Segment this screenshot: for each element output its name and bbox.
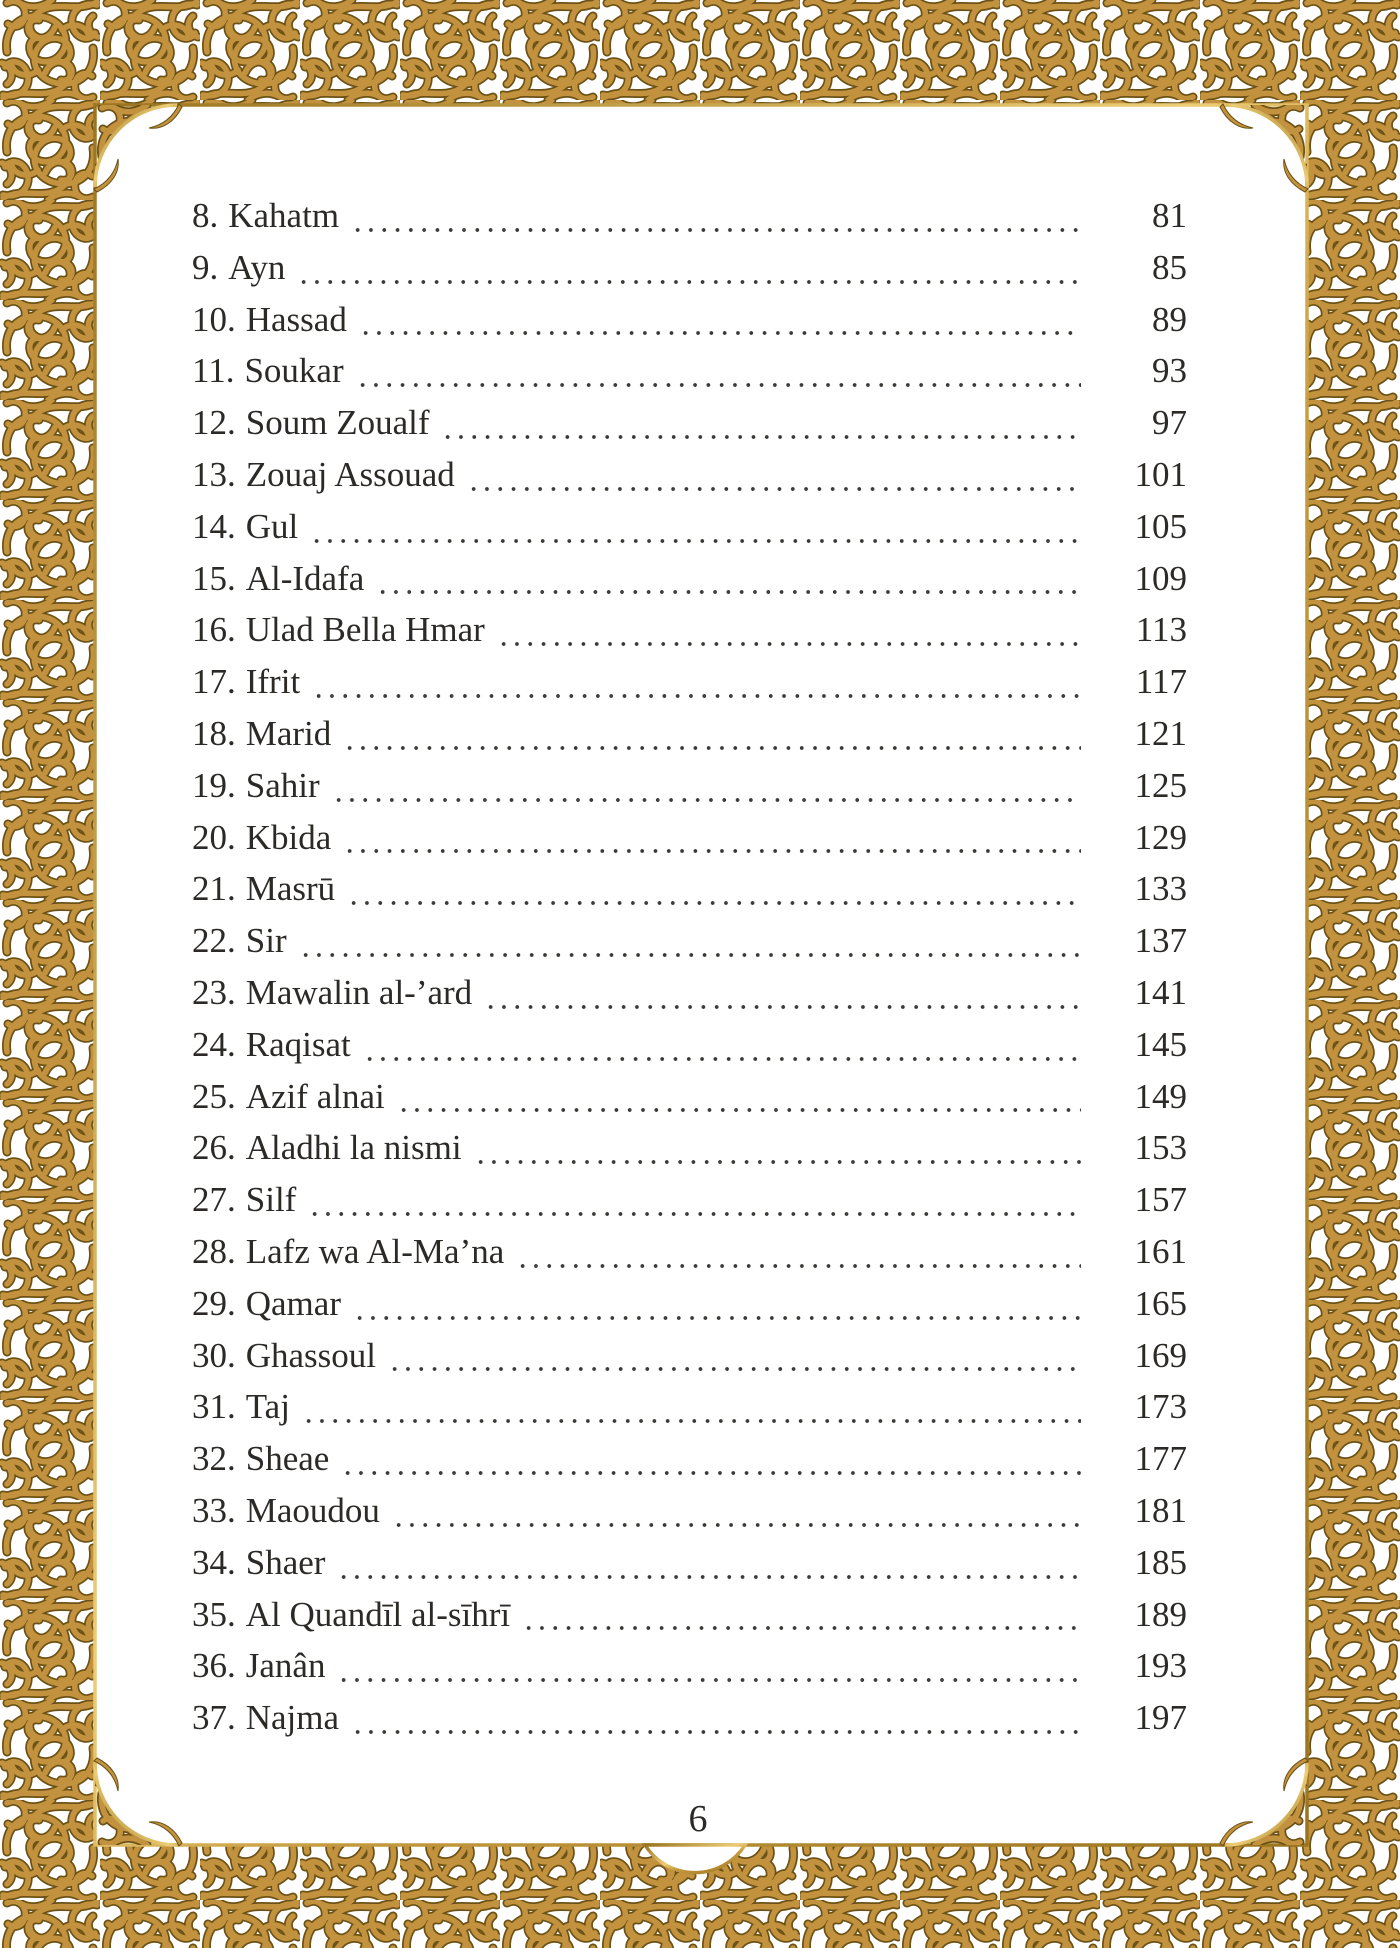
toc-entry-page-number: 125 xyxy=(1134,765,1187,805)
toc-entry xyxy=(192,1330,1187,1382)
toc-entry xyxy=(192,1692,1187,1744)
dot-leader xyxy=(347,896,1081,906)
toc-entry xyxy=(192,1278,1187,1330)
toc-entry-title: Maoudou xyxy=(245,1490,380,1530)
toc-entry-number: 21. xyxy=(192,869,236,909)
dot-leader xyxy=(522,1621,1081,1631)
dot-leader xyxy=(310,534,1081,544)
toc-entry xyxy=(192,397,1187,449)
toc-entry-page-number: 169 xyxy=(1134,1335,1187,1375)
toc-entry-title: Kahatm xyxy=(228,196,340,235)
toc-entry-number: 30. xyxy=(192,1335,236,1375)
toc-entry xyxy=(192,190,1187,242)
toc-entry-page-number: 85 xyxy=(1152,247,1187,287)
toc-entry-number: 12. xyxy=(192,403,236,443)
toc-entry xyxy=(192,449,1187,501)
toc-entry xyxy=(192,708,1187,760)
toc-entry xyxy=(192,604,1187,656)
toc-entry-title: Ayn xyxy=(228,247,286,287)
toc-entry-title: Hassad xyxy=(245,299,347,339)
dot-leader xyxy=(497,637,1081,647)
toc-entry-number: 18. xyxy=(192,713,236,753)
toc-entry-number: 15. xyxy=(192,558,236,598)
toc-entry-page-number: 109 xyxy=(1134,558,1187,598)
toc-entry-page-number: 137 xyxy=(1134,921,1187,961)
toc-entry-page-number: 161 xyxy=(1134,1231,1187,1271)
toc-entry-title: Aladhi la nismi xyxy=(245,1128,462,1168)
toc-entry-page-number: 177 xyxy=(1134,1439,1187,1479)
toc-entry-page-number: 193 xyxy=(1134,1646,1187,1686)
dot-leader xyxy=(308,1207,1081,1217)
dot-leader xyxy=(341,1466,1081,1476)
dot-leader xyxy=(353,1311,1081,1321)
toc-entry-page-number: 117 xyxy=(1135,662,1187,702)
toc-entry-page-number: 133 xyxy=(1134,869,1187,909)
toc-entry-number: 22. xyxy=(192,921,236,961)
toc-entry-title: Azif alnai xyxy=(245,1076,385,1116)
toc-entry-number: 29. xyxy=(192,1283,236,1323)
toc-entry-number: 24. xyxy=(192,1024,236,1064)
dot-leader xyxy=(388,1362,1081,1372)
toc-entry-page-number: 157 xyxy=(1134,1180,1187,1220)
toc-entry-page-number: 153 xyxy=(1134,1128,1187,1168)
toc-entry-title: Sheae xyxy=(245,1439,330,1479)
toc-entry xyxy=(192,1589,1187,1641)
toc-entry-title: Al-Idafa xyxy=(245,558,365,598)
toc-entry-number: 23. xyxy=(192,972,236,1012)
toc-entry-number: 13. xyxy=(192,454,236,494)
toc-entry-page-number: 141 xyxy=(1134,972,1187,1012)
dot-leader xyxy=(351,1725,1081,1735)
toc-entry xyxy=(192,1433,1187,1485)
corner-ornament-bottom-left xyxy=(94,1758,182,1846)
dot-leader xyxy=(359,326,1081,336)
toc-entry-number: 20. xyxy=(192,817,236,857)
dot-leader xyxy=(312,689,1081,699)
corner-ornament-bottom-right xyxy=(1220,1758,1308,1846)
dot-leader xyxy=(397,1103,1081,1113)
toc-entry-title: Masrū xyxy=(245,869,336,909)
toc-entry-title: Qamar xyxy=(245,1283,341,1323)
toc-entry xyxy=(192,501,1187,553)
toc-entry-number: 8. xyxy=(192,196,219,235)
toc-entry-page-number: 129 xyxy=(1134,817,1187,857)
dot-leader xyxy=(441,430,1081,440)
toc-entry xyxy=(192,1537,1187,1589)
toc-entry-number: 14. xyxy=(192,506,236,546)
toc-entry-number: 37. xyxy=(192,1698,236,1738)
dot-leader xyxy=(351,223,1081,233)
toc-entry-number: 16. xyxy=(192,610,236,650)
toc-entry-title: Raqisat xyxy=(245,1024,351,1064)
toc-entry-page-number: 165 xyxy=(1134,1283,1187,1323)
dot-leader xyxy=(332,793,1081,803)
dot-leader xyxy=(356,378,1081,388)
toc-entry-page-number: 97 xyxy=(1152,403,1187,443)
toc-entry-title: Al Quandīl al-sīhrī xyxy=(245,1594,511,1634)
toc-entry-title: Kbida xyxy=(245,817,332,857)
toc-entry-title: Lafz wa Al-Ma’na xyxy=(245,1231,505,1271)
toc-entry xyxy=(192,915,1187,967)
toc-entry-number: 9. xyxy=(192,247,219,287)
toc-entry xyxy=(192,1019,1187,1071)
dot-leader xyxy=(299,948,1081,958)
dot-leader xyxy=(363,1052,1081,1062)
toc-entry-page-number: 81 xyxy=(1152,196,1187,235)
corner-ornament-top-right xyxy=(1220,104,1308,192)
toc-entry-title: Najma xyxy=(245,1698,340,1738)
toc-entry xyxy=(192,345,1187,397)
toc-entry-page-number: 121 xyxy=(1134,713,1187,753)
toc-entry-title: Soum Zoualf xyxy=(245,403,430,443)
toc-entry-number: 25. xyxy=(192,1076,236,1116)
dot-leader xyxy=(484,1000,1081,1010)
toc-entry-title: Sahir xyxy=(245,765,320,805)
dot-leader xyxy=(302,1414,1081,1424)
toc-list xyxy=(192,190,1187,1744)
toc-entry-page-number: 181 xyxy=(1134,1490,1187,1530)
dot-leader xyxy=(376,585,1081,595)
toc-entry-title: Ifrit xyxy=(245,662,301,702)
toc-entry-number: 26. xyxy=(192,1128,236,1168)
toc-entry-number: 35. xyxy=(192,1594,236,1634)
dot-leader xyxy=(297,275,1081,285)
dot-leader xyxy=(343,844,1081,854)
toc-entry xyxy=(192,760,1187,812)
toc-entry-title: Marid xyxy=(245,713,332,753)
toc-entry-title: Shaer xyxy=(245,1542,326,1582)
toc-entry-page-number: 197 xyxy=(1134,1698,1187,1738)
toc-entry-title: Sir xyxy=(245,921,287,961)
toc-entry-number: 28. xyxy=(192,1231,236,1271)
toc-entry-page-number: 113 xyxy=(1135,610,1187,650)
dot-leader xyxy=(467,482,1081,492)
dot-leader xyxy=(474,1155,1081,1165)
dot-leader xyxy=(343,741,1081,751)
toc-entry-title: Soukar xyxy=(244,351,344,391)
toc-entry-title: Ulad Bella Hmar xyxy=(245,610,485,650)
toc-entry-number: 10. xyxy=(192,299,236,339)
page-number: 6 xyxy=(688,1798,708,1840)
toc-entry xyxy=(192,553,1187,605)
toc-entry-number: 32. xyxy=(192,1439,236,1479)
toc-entry-title: Gul xyxy=(245,506,299,546)
dot-leader xyxy=(516,1259,1081,1269)
toc-entry-page-number: 105 xyxy=(1134,506,1187,546)
toc-entry-page-number: 185 xyxy=(1134,1542,1187,1582)
corner-ornament-top-left xyxy=(94,104,182,192)
toc-entry-page-number: 145 xyxy=(1134,1024,1187,1064)
toc-entry xyxy=(192,1071,1187,1123)
toc-entry-number: 11. xyxy=(192,351,235,391)
toc-entry xyxy=(192,1122,1187,1174)
toc-entry xyxy=(192,863,1187,915)
toc-entry-page-number: 173 xyxy=(1134,1387,1187,1427)
toc-entry xyxy=(192,1640,1187,1692)
toc-entry-title: Taj xyxy=(245,1387,290,1427)
toc-entry-number: 33. xyxy=(192,1490,236,1530)
toc-entry-number: 34. xyxy=(192,1542,236,1582)
toc-entry xyxy=(192,294,1187,346)
toc-entry-title: Ghassoul xyxy=(245,1335,377,1375)
toc-entry xyxy=(192,967,1187,1019)
toc-entry-page-number: 101 xyxy=(1134,454,1187,494)
toc-entry-number: 27. xyxy=(192,1180,236,1220)
toc-entry-title: Janân xyxy=(245,1646,326,1686)
toc-entry xyxy=(192,242,1187,294)
toc-entry-title: Silf xyxy=(245,1180,297,1220)
dot-leader xyxy=(392,1518,1081,1528)
toc-entry-number: 31. xyxy=(192,1387,236,1427)
toc-entry-title: Mawalin al-’ard xyxy=(245,972,473,1012)
toc-entry-page-number: 93 xyxy=(1152,351,1187,391)
toc-entry xyxy=(192,656,1187,708)
toc-entry xyxy=(192,1226,1187,1278)
toc-entry-number: 17. xyxy=(192,662,236,702)
toc-entry xyxy=(192,1174,1187,1226)
toc-entry xyxy=(192,1485,1187,1537)
toc-entry-page-number: 189 xyxy=(1134,1594,1187,1634)
toc-entry-number: 19. xyxy=(192,765,236,805)
dot-leader xyxy=(337,1570,1081,1580)
toc-entry-page-number: 89 xyxy=(1152,299,1187,339)
toc-entry xyxy=(192,1381,1187,1433)
toc-entry-number: 36. xyxy=(192,1646,236,1686)
dot-leader xyxy=(337,1673,1081,1683)
toc-entry-title: Zouaj Assouad xyxy=(245,454,455,494)
toc-entry-page-number: 149 xyxy=(1134,1076,1187,1116)
toc-entry xyxy=(192,812,1187,864)
